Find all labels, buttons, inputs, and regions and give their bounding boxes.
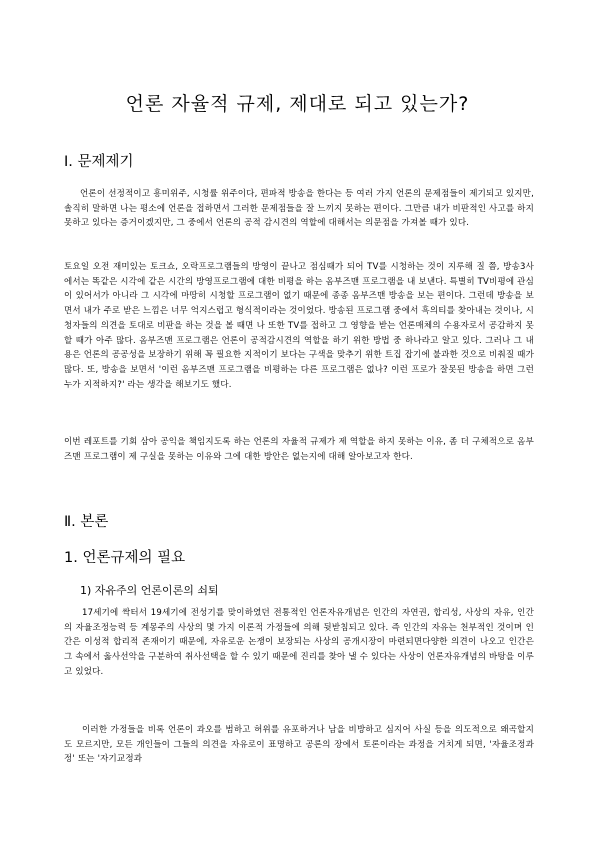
paragraph-ombudsman: 토요일 오전 재미있는 토크쇼, 오락프로그램들의 방영이 끝나고 점심때가 되어 TV를 시청하는 것이 지루해 질 쯤, 방송3사에서는 똑같은 시각에 같은 시간의 방영프로그램에 대한 비평을 하는 옴부즈맨 프로그램을 내 보낸다. 특별히 TV비평에 관심이 있어서가 아니라 그 시각에 마땅히 시청할 프로그램이 없기 때문에 종종 옴부즈맨 방송을 보는 편이다. 그런데 방송을 보면서 내가 주로 받은 느낌은 너무 억지스럽고 형식적이라는 것이었다. 방송된 프로그램 중에서 흑의티를 찾아내는 것이나, 시청자들의 의견을 토대로 비판을 하는 것을 볼 때면 나 또한 TV를 접하고 그 영향을 받는 언론매체의 수용자로서 공감하지 못할 때가 아주 많다. 옴부즈맨 프로그램은 언론이 공적감시견의 역할을 하기 위한 방법 중 하나라고 알고 있다. 그러나 그 내용은 언론의 공공성을 보장하기 위해 꼭 필요한 지적이기 보다는 구색을 맞추기 위한 트집 잡기에 불과한 것으로 비춰질 때가 많다. 또, 방송을 보면서 '이런 옴부즈맨 프로그램을 비평하는 다른 프로그램은 없나? 이런 프로가 잘못된 방송을 하면 그런 누가 지적하지?' 라는 생각을 해보기도 했다. xyxy=(64,262,534,390)
subsection-heading-regulation: 1. 언론규제의 필요 xyxy=(64,550,186,566)
paragraph-assumptions: 이러한 가정들을 비록 언론이 과오를 범하고 허위를 유포하거나 남을 비방하고 심지어 사실 등을 의도적으로 왜곡할지도 모르지만, 모든 개인들이 그들의 의견을 자유로이 표명하고 공론의 장에서 토론이라는 과정을 거치게 되면, '자율조정과정' 또는 '자기교정과 xyxy=(64,725,534,765)
document-title: 언론 자율적 규제, 제대로 되고 있는가? xyxy=(125,93,470,115)
subsubsection-heading-liberalism: 1) 자유주의 언론이론의 쇠퇴 xyxy=(80,584,219,597)
paragraph-intro: 언론이 선정적이고 흥미위주, 시청률 위주이다, 편파적 방송을 한다는 등 여러 가지 언론의 문제점들이 제기되고 있지만, 솔직히 말하면 나는 평소에 언론을 접하면서 그러한 문제점들을 잘 느끼지 못하는 편이다. 그만큼 내가 비판적인 사고를 하지 못하고 있다는 증거이겠지만, 그 중에서 언론의 공적 감시견의 역할에 대해서는 의문점을 가져볼 때가 있다. xyxy=(64,189,534,229)
section-heading-body: Ⅱ. 본론 xyxy=(64,514,109,530)
paragraph-purpose: 이번 레포트를 기회 삼아 공익을 책임지도록 하는 언론의 자율적 규제가 제 역할을 하지 못하는 이유, 좀 더 구체적으로 옴부즈맨 프로그램이 제 구실을 못하는 이유와 그에 대한 방안은 없는지에 대해 알아보고자 한다. xyxy=(64,437,534,462)
section-heading-problem: Ⅰ. 문제제기 xyxy=(64,154,134,170)
paragraph-liberalism: 17세기에 싹터서 19세기에 전성기를 맞이하였던 전통적인 언론자유개념은 인간의 자연권, 합리성, 사상의 자유, 인간의 자율조정능력 등 계몽주의 사상의 몇 가지 이론적 가정들에 의해 뒷받침되고 있다. 즉 인간의 자유는 천부적인 것이며 인간은 이성적 합리적 존재이기 때문에, 자유로운 논쟁이 보장되는 사상의 공개시장이 마련되면다양한 의견이 나오고 인간은 그 속에서 옳사선악을 구분하여 취사선택을 할 수 있기 때문에 진리를 찾아 낼 수 있다는 사상이 언론자유개념의 바탕을 이루고 있었다. xyxy=(64,608,534,677)
